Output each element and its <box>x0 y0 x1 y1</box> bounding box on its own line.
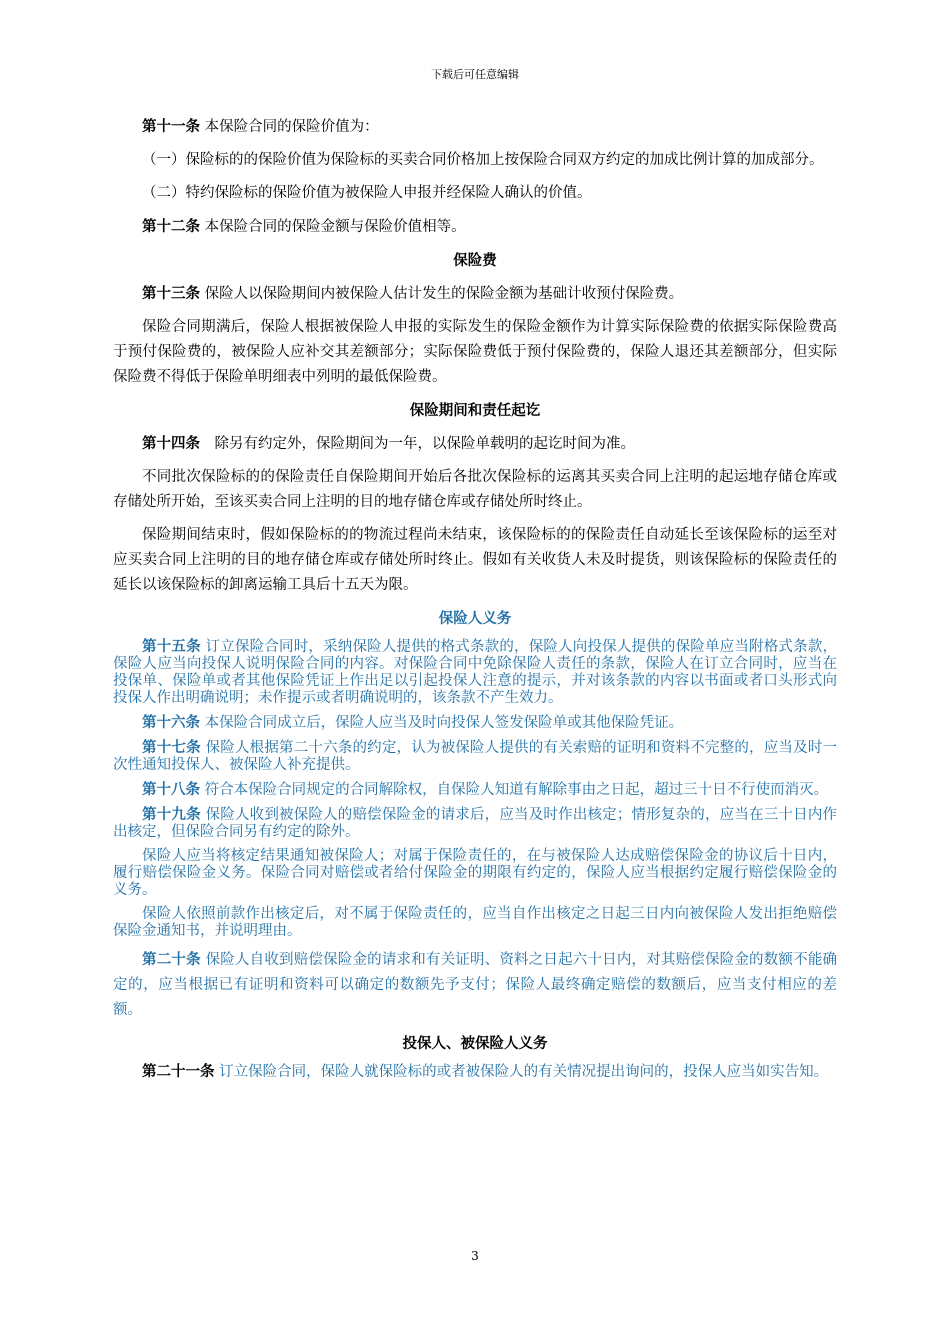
article-number: 第十七条 <box>142 739 201 756</box>
article-text: 订立保险合同时，采纳保险人提供的格式条款的，保险人向投保人提供的保险单应当附格式条款，保险人应当向投保人说明保险合同的内容。对保险合同中免除保险人责任的条款，保险人在订立合同时，应当在投保单、保险单或者其他保险凭证上作出足以引起投保人注意的提示，并对该条款的内容以书面或者口头形式向投保人作出明确说明；未作提示或者明确说明的，该条款不产生效力。 <box>113 639 838 706</box>
insurer-obligations-section <box>113 606 837 1023</box>
article-text: 保险人收到被保险人的赔偿保险金的请求后，应当及时作出核定；情形复杂的，应当在三十日内作出核定，但保险合同另有约定的除外。 <box>113 807 838 840</box>
paragraph: （二）特约保险标的保险价值为被保险人申报并经保险人确认的价值。 <box>142 185 592 201</box>
article-text: 保险人自收到赔偿保险金的请求和有关证明、资料之日起六十日内，对其赔偿保险金的数额不能确定的，应当根据已有证明和资料可以确定的数额先予支付；保险人最终确定赔偿的数额后，应当支付相应的差额。 <box>113 952 838 1018</box>
article-16 <box>113 714 837 732</box>
article-text: 本保险合同的保险金额与保险价值相等。 <box>200 219 466 235</box>
article-18 <box>113 781 837 799</box>
article-text: 符合本保险合同规定的合同解除权，自保险人知道有解除事由之日起，超过三十日不行使而消灭。 <box>200 782 829 798</box>
page-number: 3 <box>471 1249 479 1263</box>
article-text: 保险人根据第二十六条的约定，认为被保险人提供的有关索赔的证明和资料不完整的，应当及时一次性通知投保人、被保险人补充提供。 <box>113 740 838 773</box>
article-17 <box>113 739 837 774</box>
article-21 <box>113 1063 837 1081</box>
article-number: 第二十条 <box>142 951 201 968</box>
article-text: 保险人以保险期间内被保险人估计发生的保险金额为基础计收预付保险费。 <box>200 286 684 302</box>
paragraph: 保险合同期满后，保险人根据被保险人申报的实际发生的保险金额作为计算实际保险费的依据实际保险费高于预付保险费的，被保险人应补交其差额部分；实际保险费低于预付保险费的，保险人退还其差额部分，但实际保险费不得低于保险单明细表中列明的最低保险费。 <box>113 319 837 385</box>
article-number: 第十八条 <box>142 781 200 798</box>
policyholder-obligations-section <box>113 1063 837 1081</box>
article-number: 第十一条 <box>142 118 200 135</box>
article-number: 第十九条 <box>142 806 201 823</box>
article-number: 第十六条 <box>142 714 200 731</box>
paragraph: 保险人应当将核定结果通知被保险人；对属于保险责任的，在与被保险人达成赔偿保险金的协议后十日内，履行赔偿保险金义务。保险合同对赔偿或者给付保险金的期限有约定的，保险人应当根据约定履行赔偿保险金的义务。 <box>113 848 837 898</box>
article-19 <box>113 806 837 841</box>
article-11 <box>113 114 837 140</box>
article-text: 本保险合同的保险价值为： <box>200 119 379 135</box>
page-header: 下载后可任意编辑 <box>431 68 519 81</box>
article-number: 第十三条 <box>142 285 200 302</box>
section-heading: 保险期间和责任起讫 <box>409 402 541 419</box>
article-12 <box>113 214 837 240</box>
article-14 <box>113 431 837 457</box>
article-20 <box>113 947 837 1023</box>
paragraph: （一）保险标的的保险价值为保险标的买卖合同价格加上按保险合同双方约定的加成比例计算的加成部分。 <box>142 152 824 168</box>
article-number: 第十五条 <box>142 638 201 655</box>
section-heading: 保险费 <box>453 252 497 269</box>
article-text: 订立保险合同，保险人就保险标的或者被保险人的有关情况提出询问的，投保人应当如实告知。 <box>214 1064 829 1080</box>
article-number: 第十二条 <box>142 218 200 235</box>
section-heading: 保险人义务 <box>438 610 512 627</box>
paragraph: 保险期间结束时，假如保险标的的物流过程尚未结束，该保险标的的保险责任自动延长至该保险标的运至对应买卖合同上注明的目的地存储仓库或存储处所时终止。假如有关收货人未及时提货，则该保险标的保险责任的延长以该保险标的卸离运输工具后十五天为限。 <box>113 527 837 593</box>
article-13 <box>113 281 837 307</box>
paragraph: 不同批次保险标的的保险责任自保险期间开始后各批次保险标的运离其买卖合同上注明的起运地存储仓库或存储处所开始，至该买卖合同上注明的目的地存储仓库或存储处所时终止。 <box>113 469 837 510</box>
article-15 <box>113 638 837 707</box>
article-number: 第二十一条 <box>142 1063 215 1080</box>
article-text: 本保险合同成立后，保险人应当及时向投保人签发保险单或其他保险凭证。 <box>200 715 684 731</box>
article-text: 除另有约定外，保险期间为一年，以保险单载明的起讫时间为准。 <box>200 436 635 452</box>
paragraph: 保险人依照前款作出核定后，对不属于保险责任的，应当自作出核定之日起三日内向被保险人发出拒绝赔偿保险金通知书，并说明理由。 <box>113 906 837 939</box>
article-number: 第十四条 <box>142 435 200 452</box>
section-heading: 投保人、被保险人义务 <box>402 1035 548 1052</box>
document-body <box>113 114 837 1081</box>
